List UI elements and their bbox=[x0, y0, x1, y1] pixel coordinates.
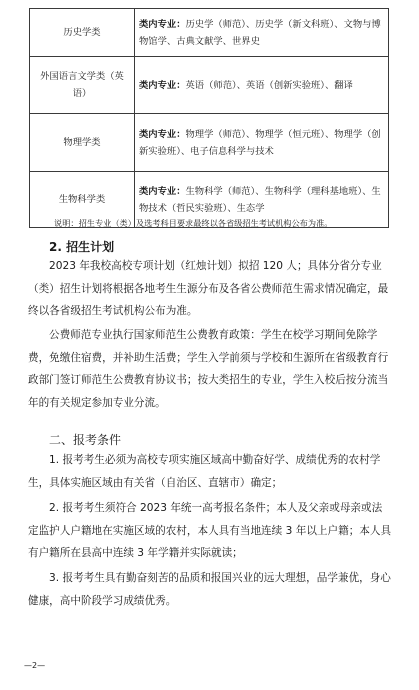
majors-label: 类内专业： bbox=[139, 128, 186, 140]
majors-label: 类内专业： bbox=[139, 18, 186, 30]
majors-list: 物理学（师范）、物理学（恒元班）、物理学（创新实验班）、电子信息科学与技术 bbox=[139, 128, 381, 157]
condition-item: 1. 报考考生必须为高校专项实施区域高中勤奋好学、成绩优秀的农村学生，具体实施区域由有关省（自治区、直辖市）确定； bbox=[28, 454, 381, 489]
plan-paragraph: 公费师范专业执行国家师范生公费教育政策：学生在校学习期间免除学费，免缴住宿费，并补助生活费；学生入学前须与学校和生源所在省级教育行政部门签订师范生公费教育协议书；按大类招生的专业，学生入校后按分流当年的有关规定参加专业分流。 bbox=[28, 329, 389, 409]
majors-table bbox=[29, 8, 389, 228]
category-cell: 生物科学类 bbox=[30, 172, 135, 228]
majors-list: 生物科学（师范）、生物科学（理科基地班）、生物技术（哲民实验班）、生态学 bbox=[139, 185, 381, 214]
majors-label: 类内专业： bbox=[139, 79, 186, 91]
page-number: —2— bbox=[24, 661, 46, 670]
majors-cell bbox=[135, 57, 389, 114]
majors-cell bbox=[135, 9, 389, 57]
plan-paragraph: 2023 年我校高校专项计划（红烛计划）拟招 120 人；具体分省分专业（类）招生计划将根据各地考生生源分布及各省公费师范生需求情况确定，最终以各省级招生考试机构公布为准。 bbox=[28, 260, 389, 317]
conditions-heading: 二、报考条件 bbox=[49, 433, 122, 447]
majors-list: 历史学（师范）、历史学（新文科班）、文物与博物馆学、古典文献学、世界史 bbox=[139, 18, 381, 47]
plan-heading: 2. 招生计划 bbox=[49, 240, 115, 254]
majors-cell bbox=[135, 114, 389, 172]
table-row bbox=[30, 57, 389, 114]
majors-list: 英语（师范）、英语（创新实验班）、翻译 bbox=[185, 79, 353, 91]
condition-item: 2. 报考考生须符合 2023 年统一高考报名条件；本人及父亲或母亲或法定监护人户籍地在实施区域的农村，本人具有当地连续 3 年以上户籍；本人具有户籍所在县高中连续 3 年学籍并实际就读； bbox=[28, 502, 392, 559]
category-cell: 历史学类 bbox=[30, 9, 135, 57]
majors-label: 类内专业： bbox=[139, 185, 186, 197]
category-cell: 外国语言文学类（英语） bbox=[30, 57, 135, 114]
table-row bbox=[30, 114, 389, 172]
condition-item: 3. 报考考生具有勤奋刻苦的品质和报国兴业的远大理想，品学兼优，身心健康，高中阶段学习成绩优秀。 bbox=[28, 572, 391, 607]
table-note: 说明：招生专业（类）及选考科目要求最终以各省级招生考试机构公布为准。 bbox=[54, 218, 333, 228]
table-row bbox=[30, 9, 389, 57]
category-cell: 物理学类 bbox=[30, 114, 135, 172]
